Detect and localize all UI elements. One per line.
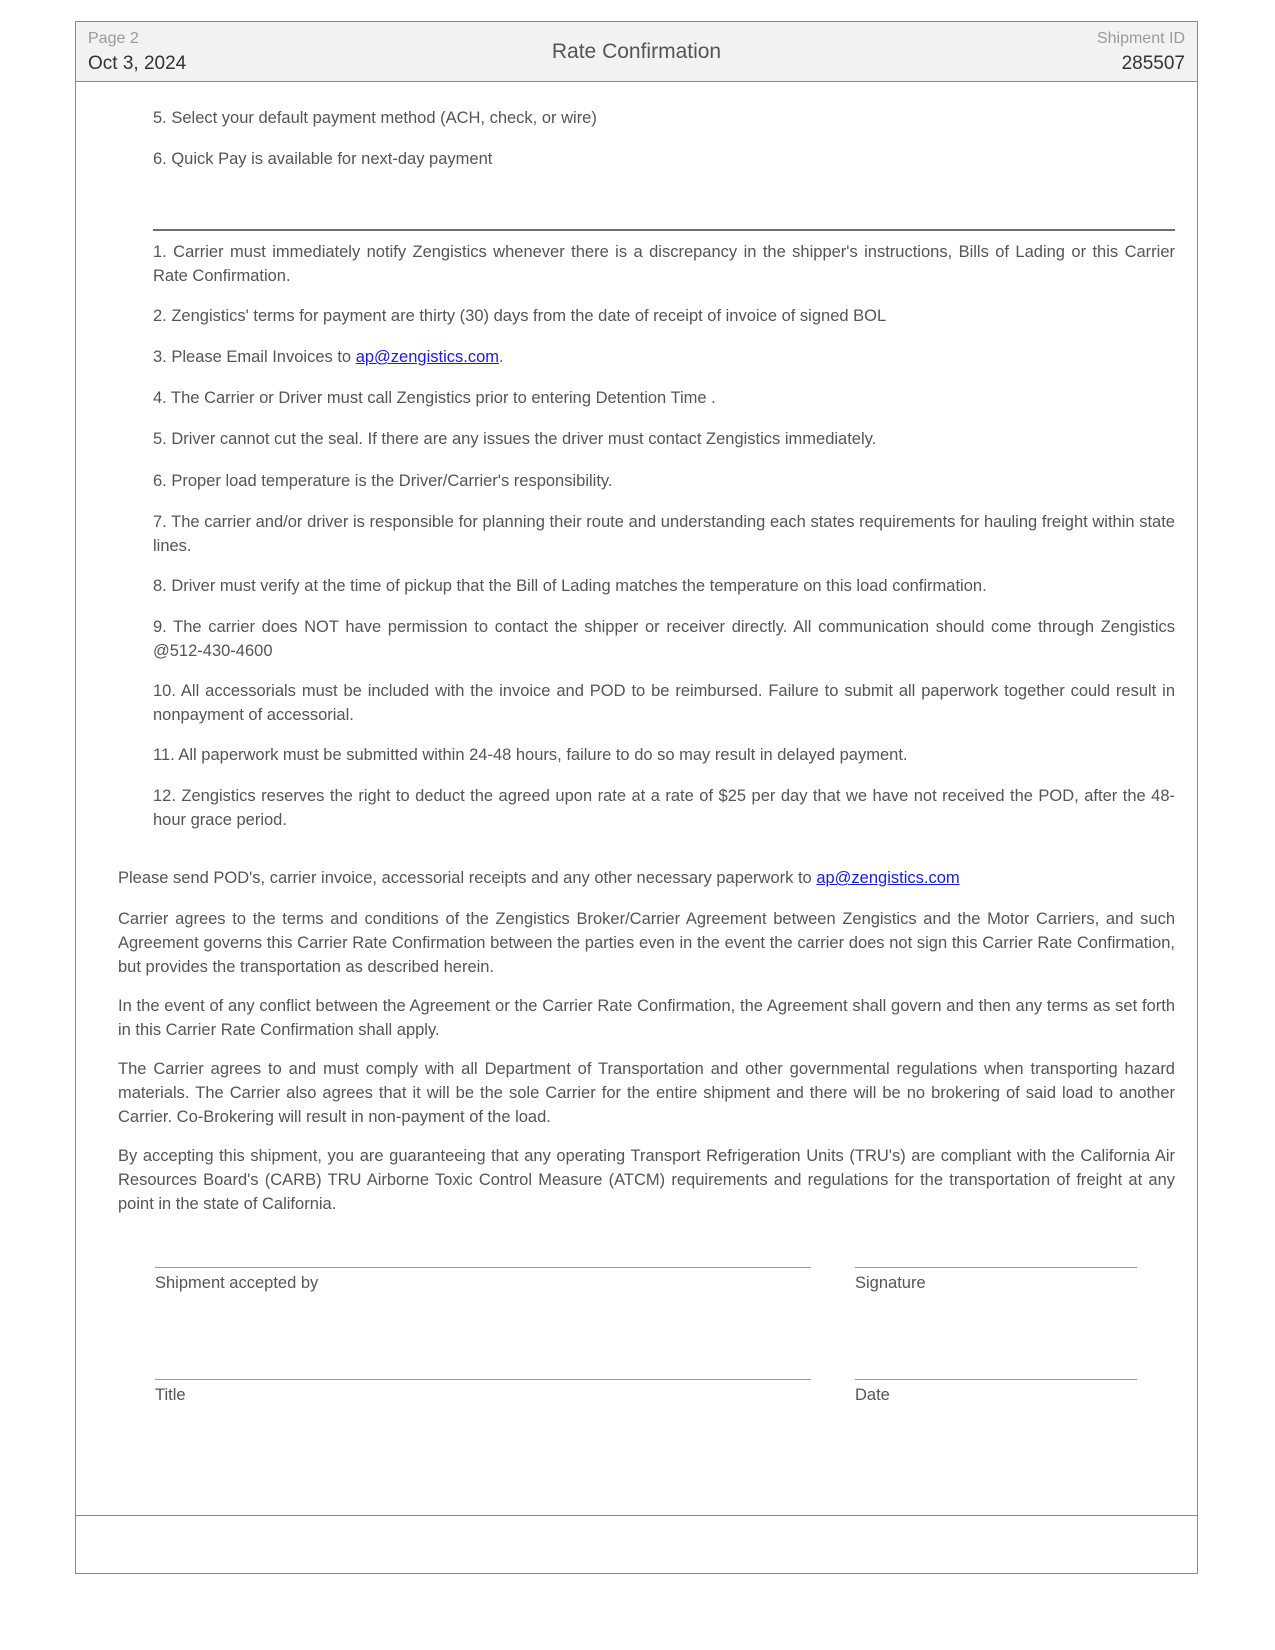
paperwork-email-link[interactable]: ap@zengistics.com xyxy=(816,869,960,887)
setup-step-5: 5. Select your default payment method (ACH, check, or wire) xyxy=(153,109,597,127)
term-1: 1. Carrier must immediately notify Zengistics whenever there is a discrepancy in the shipper's instructions, Bills of Lading or this Carrier Rate Confirmation. xyxy=(153,243,1175,285)
term-7: 7. The carrier and/or driver is responsible for planning their route and understanding each states requirements for hauling freight within state lines. xyxy=(153,513,1175,555)
date-label: Date xyxy=(855,1386,890,1404)
setup-step-6: 6. Quick Pay is available for next-day payment xyxy=(153,150,493,168)
term-3 xyxy=(153,345,1175,369)
title-line xyxy=(155,1379,811,1380)
accepted-by-line xyxy=(155,1267,811,1268)
term-3-text: 3. Please Email Invoices to xyxy=(153,348,356,366)
signature-line xyxy=(855,1267,1137,1268)
agreement-paragraph-1: Carrier agrees to the terms and conditions of the Zengistics Broker/Carrier Agreement between Zengistics and the Motor Carriers, and such Agreement governs this Carrier Rate Confirmation between the parties even in the event the carrier does not sign this Carrier Rate Confirmation, but provides the transportation as described herein. xyxy=(118,910,1175,976)
document-title: Rate Confirmation xyxy=(551,40,722,63)
term-11: 11. All paperwork must be submitted within 24-48 hours, failure to do so may result in delayed payment. xyxy=(153,746,908,764)
page-number: Page 2 xyxy=(88,30,139,47)
paperwork-instructions xyxy=(118,866,1175,890)
shipment-id-label: Shipment ID xyxy=(1096,30,1185,47)
page-header xyxy=(76,22,1197,82)
document-date: Oct 3, 2024 xyxy=(88,53,187,74)
date-line xyxy=(855,1379,1137,1380)
term-6: 6. Proper load temperature is the Driver/Carrier's responsibility. xyxy=(153,472,613,490)
term-9: 9. The carrier does NOT have permission to contact the shipper or receiver directly. All communication should come through Zengistics @512-430-4600 xyxy=(153,618,1175,660)
term-5: 5. Driver cannot cut the seal. If there are any issues the driver must contact Zengistics immediately. xyxy=(153,430,877,448)
section-divider xyxy=(153,229,1175,231)
term-8: 8. Driver must verify at the time of pickup that the Bill of Lading matches the temperature on this load confirmation. xyxy=(153,577,987,595)
accepted-by-label: Shipment accepted by xyxy=(155,1274,319,1292)
signature-label: Signature xyxy=(855,1274,926,1292)
term-4: 4. The Carrier or Driver must call Zengistics prior to entering Detention Time . xyxy=(153,389,716,407)
term-10: 10. All accessorials must be included with the invoice and POD to be reimbursed. Failure to submit all paperwork together could result in nonpayment of accessorial. xyxy=(153,682,1175,724)
paperwork-text: Please send POD's, carrier invoice, accessorial receipts and any other necessary paperwork to xyxy=(118,869,817,887)
footer-divider xyxy=(76,1515,1197,1516)
term-3-suffix: . xyxy=(499,348,504,366)
title-label: Title xyxy=(155,1386,186,1404)
document-page xyxy=(75,21,1198,1574)
term-12: 12. Zengistics reserves the right to deduct the agreed upon rate at a rate of $25 per day that we have not received the POD, after the 48-hour grace period. xyxy=(153,787,1175,829)
term-2: 2. Zengistics' terms for payment are thirty (30) days from the date of receipt of invoice of signed BOL xyxy=(153,307,887,325)
agreement-paragraph-3: The Carrier agrees to and must comply with all Department of Transportation and other governmental regulations when transporting hazard materials. The Carrier also agrees that it will be the sole Carrier for the entire shipment and there will be no brokering of said load to another Carrier. Co-Brokering will result in non-payment of the load. xyxy=(118,1060,1175,1126)
shipment-id-value: 285507 xyxy=(1121,53,1185,74)
agreement-paragraph-2: In the event of any conflict between the Agreement or the Carrier Rate Confirmation, the Agreement shall govern and then any terms as set forth in this Carrier Rate Confirmation shall apply. xyxy=(118,997,1175,1039)
invoice-email-link[interactable]: ap@zengistics.com xyxy=(355,348,499,366)
agreement-paragraph-4: By accepting this shipment, you are guaranteeing that any operating Transport Refrigeration Units (TRU's) are compliant with the California Air Resources Board's (CARB) TRU Airborne Toxic Control Measure (ATCM) requirements and regulations for the transportation of freight at any point in the state of California. xyxy=(118,1147,1175,1213)
